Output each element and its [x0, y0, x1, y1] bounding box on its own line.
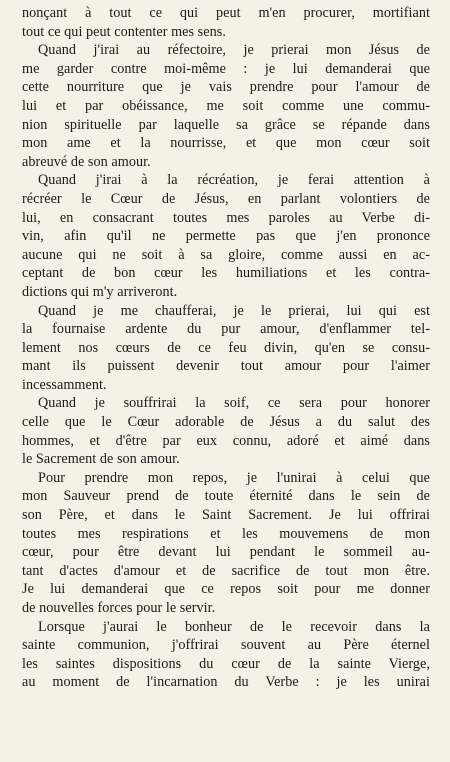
text-line: récréer le Cœur de Jésus, en parlant volontiers de — [22, 190, 430, 207]
text-line: toutes mes respirations et les mouvemens de mon — [22, 525, 430, 542]
text-line: Quand je me chaufferai, je le prierai, lui qui est — [38, 302, 430, 319]
text-line: lui, en consacrant toutes mes paroles au Verbe di- — [22, 209, 430, 226]
text-line: sainte communion, j'offrirai souvent au Père éternel — [22, 637, 430, 654]
text-line: les saintes dispositions du cœur de la sainte Vierge, — [22, 655, 430, 672]
text-line: mant ils puissent devenir tout amour pour l'aimer — [22, 358, 430, 375]
text-line: Quand je souffrirai la soif, ce sera pour honorer — [38, 395, 430, 412]
text-line: dictions qui m'y arriveront. — [22, 283, 178, 300]
text-line: le Sacrement de son amour. — [22, 451, 180, 468]
text-line: Je lui demanderai que ce repos soit pour me donner — [22, 581, 430, 598]
text-line: celle que le Cœur adorable de Jésus a du salut des — [22, 414, 430, 431]
text-line: tant d'actes d'amour et de sacrifice de tout mon être. — [22, 562, 430, 579]
text-line: nion spirituelle par laquelle sa grâce se répande dans — [22, 116, 430, 133]
text-line: cœur, pour être devant lui pendant le sommeil au- — [22, 544, 430, 561]
text-line: nonçant à tout ce qui peut m'en procurer, mortifiant — [22, 5, 430, 21]
text-line: de nouvelles forces pour le servir. — [22, 600, 216, 616]
text-line: ceptant de bon cœur les humiliations et les contra- — [22, 265, 430, 282]
text-line: son Père, et dans le Saint Sacrement. Je lui offrirai — [22, 507, 430, 524]
text-line: la fournaise ardente du pur amour, d'enflammer tel- — [22, 321, 430, 338]
text-line: mon ame et la nourrisse, et que mon cœur soit — [22, 135, 430, 152]
text-line: hommes, et d'être par eux connu, adoré et aimé dans — [22, 432, 430, 449]
text-line: me garder contre moi-même : je lui demanderai que — [22, 60, 430, 77]
body-text — [22, 4, 430, 692]
text-line: lui et par obéissance, me soit comme une commu- — [22, 97, 430, 114]
text-line: Pour prendre mon repos, je l'unirai à celui que — [38, 469, 430, 486]
text-line: tout ce qui peut contenter mes sens. — [22, 23, 226, 40]
text-line: abreuvé de son amour. — [22, 153, 151, 170]
text-line: lement nos cœurs de ce feu divin, qu'en se consu- — [22, 339, 430, 356]
text-line: cette nourriture que je vais prendre pour l'amour de — [22, 79, 430, 96]
text-line: mon Sauveur prend de toute éternité dans le sein de — [22, 488, 430, 505]
text-line: aucune qui ne soit à sa gloire, comme aussi en ac- — [22, 246, 430, 263]
text-line: incessamment. — [22, 376, 107, 393]
text-line: vin, afin qu'il ne permette pas que j'en prononce — [22, 228, 430, 245]
text-line: au moment de l'incarnation du Verbe : je les unirai — [22, 674, 430, 691]
text-line: Lorsque j'aurai le bonheur de le recevoir dans la — [38, 618, 430, 635]
text-line: Quand j'irai au réfectoire, je prierai mon Jésus de — [38, 42, 430, 59]
text-line: Quand j'irai à la récréation, je ferai attention à — [38, 172, 430, 189]
